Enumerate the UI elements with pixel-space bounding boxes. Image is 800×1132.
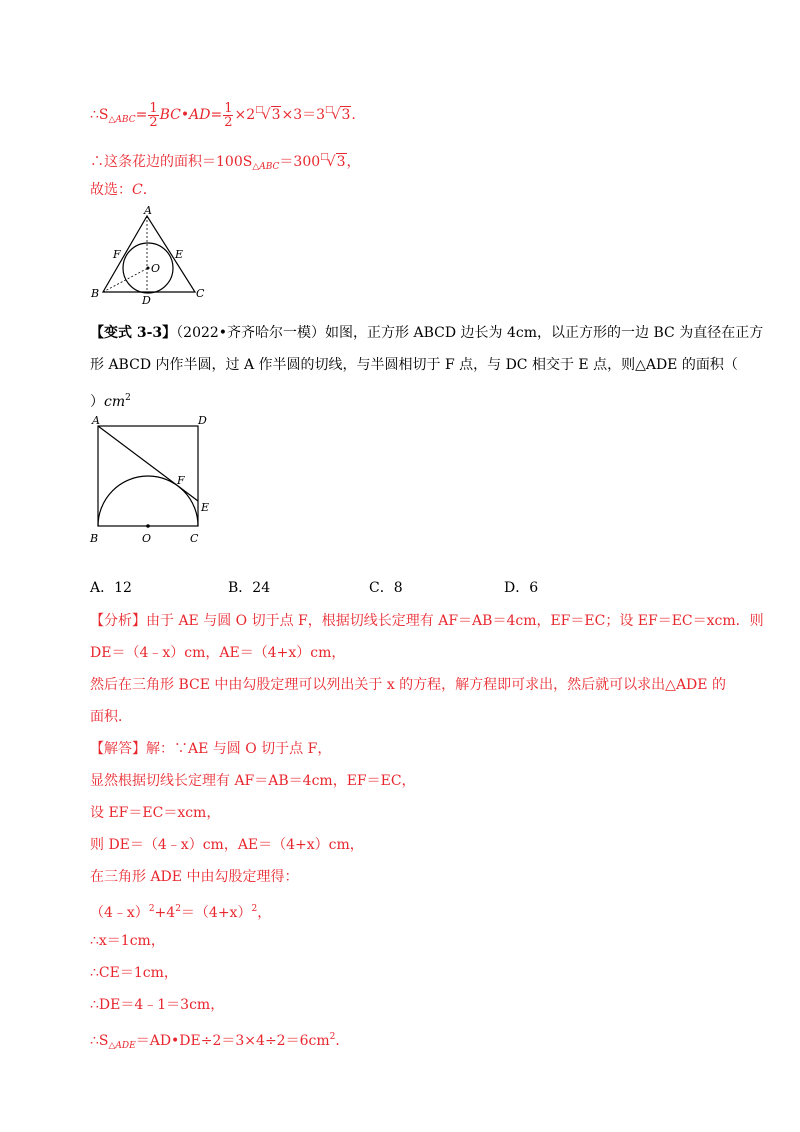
- root-symbol: √: [326, 154, 336, 170]
- label-a: A: [92, 414, 100, 427]
- border-area-line: ∴这条花边的面积$=100S_{\triangle ABC}=300^□√3$，: [90, 152, 361, 172]
- option-a[interactable]: A．12: [90, 580, 132, 596]
- label-f: F: [177, 474, 185, 487]
- choose-answer-line: 故选：C．: [90, 182, 157, 198]
- solution-line-9: ∴DE＝4﹣1＝3cm，: [90, 997, 225, 1013]
- label-e: E: [175, 248, 184, 261]
- analysis-line-3: 然后在三角形 BCE 中由勾股定理可以列出关于 x 的方程，解方程即可求出，然后就可以求出△ADE 的: [90, 677, 726, 693]
- label-a: A: [144, 204, 152, 217]
- option-b[interactable]: B．24: [228, 580, 271, 596]
- square-semicircle-figure: [85, 414, 220, 550]
- label-c: C: [196, 287, 205, 300]
- solution-line-6: $(4﹣x)^2+4^2=(4+x)^2$，: [90, 904, 272, 921]
- solution-line-5: 在三角形 ADE 中由勾股定理得：: [90, 869, 299, 885]
- label-c: C: [190, 532, 199, 545]
- option-d[interactable]: D．6: [504, 580, 539, 596]
- label-o: O: [142, 532, 152, 545]
- solution-line-1: 【解答】解：∵AE 与圆 O 切于点 F，: [90, 741, 332, 757]
- label-d: D: [198, 414, 207, 427]
- question-line-3: ）$cm^2$: [90, 393, 131, 410]
- question-line-1: 【变式 3-3】（2022•齐齐哈尔一模）如图，正方形 ABCD 边长为 4cm，以正方形的一边 BC 为直径在正方: [90, 325, 764, 341]
- solution-line-2: 显然根据切线长定理有 AF＝AB＝4cm，EF＝EC，: [90, 773, 416, 789]
- question-tag: 【变式 3-3】: [90, 325, 177, 341]
- triangle-incircle-figure: [85, 204, 215, 306]
- fraction-half: $\frac{1}{2}$: [149, 100, 158, 130]
- solution-line-4: 则 DE＝（4﹣x）cm，AE＝（4+x）cm，: [90, 837, 364, 853]
- analysis-line-2: DE＝（4﹣x）cm，AE＝（4+x）cm，: [90, 645, 346, 661]
- label-d: D: [142, 294, 151, 306]
- solution-line-10: $\therefore S_{\triangle ADE}=AD•DE\div 2=3\times 4\div 2=6cm^2$．: [90, 1032, 350, 1051]
- option-c[interactable]: C．8: [369, 580, 403, 596]
- center-point-o: [146, 524, 150, 528]
- analysis-line-1: 【分析】由于 AE 与圆 O 切于点 F，根据切线长定理有 AF＝AB＝4cm，EF＝EC；设 EF＝EC＝xcm．则: [90, 613, 764, 629]
- label-o: O: [151, 262, 161, 275]
- solution-line-7: ∴x＝1cm，: [90, 933, 165, 949]
- area-formula-line: $\therefore S_{\triangle ABC}=$ $\frac{1}{2}$ BC•AD= $\frac{1}{2}$ ×2□√3×3＝3□√3.: [90, 100, 356, 130]
- label-b: B: [91, 287, 100, 300]
- label-f: F: [113, 248, 121, 261]
- solution-line-3: 设 EF＝EC＝xcm，: [90, 805, 221, 821]
- label-e: E: [201, 501, 210, 514]
- fraction-half: $\frac{1}{2}$: [224, 100, 233, 130]
- solution-line-8: ∴CE＝1cm，: [90, 965, 178, 981]
- label-b: B: [90, 532, 99, 545]
- center-point-o: [147, 267, 150, 270]
- question-line-2: 形 ABCD 内作半圆，过 A 作半圆的切线，与半圆相切于 F 点，与 DC 相交于 E 点，则△ADE 的面积（: [90, 357, 738, 373]
- root-symbol: √: [261, 107, 271, 123]
- analysis-line-4: 面积．: [90, 709, 132, 725]
- root-symbol: √: [331, 107, 341, 123]
